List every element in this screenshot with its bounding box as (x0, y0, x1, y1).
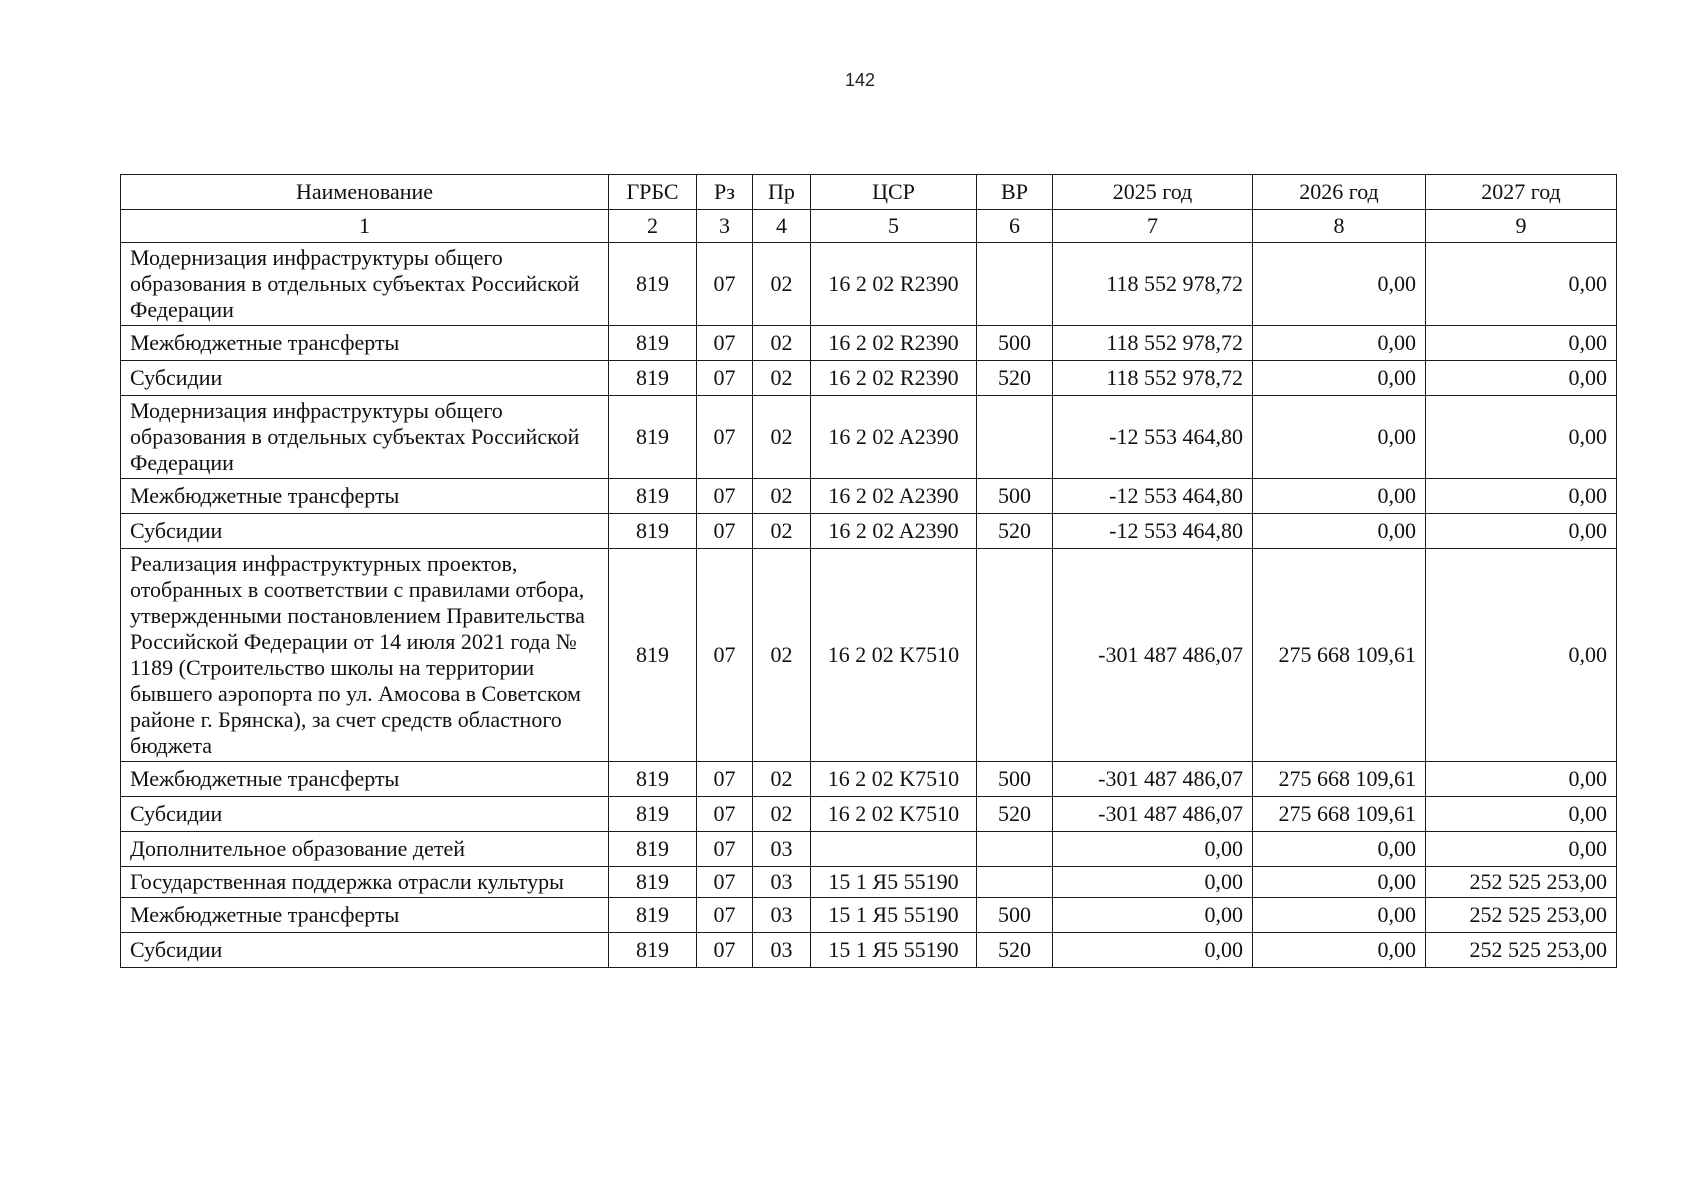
cell-2026: 0,00 (1253, 832, 1426, 867)
cell-2025: -12 553 464,80 (1053, 514, 1253, 549)
cell-csr: 15 1 Я5 55190 (811, 933, 977, 968)
table-row (121, 762, 1617, 797)
cell-2026: 275 668 109,61 (1253, 797, 1426, 832)
header-cell-pr: Пр (753, 175, 811, 210)
cell-pr: 03 (753, 867, 811, 898)
header-cell-csr: ЦСР (811, 175, 977, 210)
table-row (121, 361, 1617, 396)
cell-2026: 0,00 (1253, 243, 1426, 326)
header-row (121, 175, 1617, 210)
header-cell-vr: ВР (977, 175, 1053, 210)
cell-2025: 0,00 (1053, 933, 1253, 968)
cell-2025: -12 553 464,80 (1053, 396, 1253, 479)
cell-2027: 0,00 (1426, 549, 1617, 762)
cell-rz: 07 (697, 479, 753, 514)
cell-vr: 520 (977, 514, 1053, 549)
cell-name: Субсидии (121, 361, 609, 396)
cell-pr: 02 (753, 762, 811, 797)
cell-2027: 0,00 (1426, 479, 1617, 514)
cell-name: Субсидии (121, 514, 609, 549)
cell-rz: 07 (697, 933, 753, 968)
cell-rz: 07 (697, 797, 753, 832)
cell-pr: 02 (753, 396, 811, 479)
table-header (121, 175, 1617, 243)
cell-grbs: 819 (609, 326, 697, 361)
cell-rz: 07 (697, 898, 753, 933)
column-number-cell: 9 (1426, 210, 1617, 243)
cell-2026: 0,00 (1253, 396, 1426, 479)
cell-vr: 500 (977, 762, 1053, 797)
cell-grbs: 819 (609, 933, 697, 968)
cell-2025: -301 487 486,07 (1053, 549, 1253, 762)
cell-pr: 02 (753, 479, 811, 514)
cell-csr: 16 2 02 A2390 (811, 514, 977, 549)
cell-csr: 16 2 02 K7510 (811, 549, 977, 762)
cell-name: Реализация инфраструктурных проектов, отобранных в соответствии с правилами отбора, утвержденными постановлением Правительства Российской Федерации от 14 июля 2021 года № 1189 (Строительство школы на территории бывшего аэропорта по ул. Амосова в Советском районе г. Брянска), за счет средств областного бюджета (121, 549, 609, 762)
cell-name: Межбюджетные трансферты (121, 479, 609, 514)
cell-name: Модернизация инфраструктуры общего образования в отдельных субъектах Российской Федерации (121, 396, 609, 479)
cell-csr: 16 2 02 R2390 (811, 326, 977, 361)
cell-csr: 16 2 02 R2390 (811, 361, 977, 396)
cell-vr (977, 396, 1053, 479)
page-number: 142 (844, 70, 876, 90)
header-cell-rz: Рз (697, 175, 753, 210)
table-row (121, 867, 1617, 898)
cell-vr: 520 (977, 933, 1053, 968)
column-number-cell: 4 (753, 210, 811, 243)
cell-2026: 0,00 (1253, 514, 1426, 549)
column-number-cell: 1 (121, 210, 609, 243)
cell-grbs: 819 (609, 361, 697, 396)
cell-2025: -301 487 486,07 (1053, 762, 1253, 797)
cell-csr: 16 2 02 K7510 (811, 797, 977, 832)
cell-name: Модернизация инфраструктуры общего образования в отдельных субъектах Российской Федерации (121, 243, 609, 326)
table-row (121, 243, 1617, 326)
cell-pr: 03 (753, 898, 811, 933)
cell-2025: 118 552 978,72 (1053, 326, 1253, 361)
cell-2027: 0,00 (1426, 797, 1617, 832)
cell-2025: 0,00 (1053, 867, 1253, 898)
column-number-row (121, 210, 1617, 243)
cell-2026: 0,00 (1253, 898, 1426, 933)
cell-rz: 07 (697, 361, 753, 396)
column-number-cell: 6 (977, 210, 1053, 243)
cell-rz: 07 (697, 549, 753, 762)
cell-pr: 03 (753, 933, 811, 968)
column-number-cell: 3 (697, 210, 753, 243)
column-number-cell: 5 (811, 210, 977, 243)
cell-grbs: 819 (609, 762, 697, 797)
table-body (121, 243, 1617, 968)
cell-pr: 02 (753, 326, 811, 361)
column-number-cell: 7 (1053, 210, 1253, 243)
cell-grbs: 819 (609, 832, 697, 867)
cell-grbs: 819 (609, 867, 697, 898)
cell-grbs: 819 (609, 243, 697, 326)
cell-2027: 0,00 (1426, 243, 1617, 326)
table-row (121, 514, 1617, 549)
cell-vr (977, 832, 1053, 867)
cell-pr: 02 (753, 243, 811, 326)
cell-name: Субсидии (121, 933, 609, 968)
cell-vr (977, 867, 1053, 898)
cell-2026: 275 668 109,61 (1253, 549, 1426, 762)
cell-vr (977, 243, 1053, 326)
cell-grbs: 819 (609, 549, 697, 762)
cell-2026: 0,00 (1253, 479, 1426, 514)
cell-pr: 02 (753, 514, 811, 549)
cell-name: Межбюджетные трансферты (121, 898, 609, 933)
cell-2026: 0,00 (1253, 361, 1426, 396)
cell-vr: 500 (977, 898, 1053, 933)
cell-name: Межбюджетные трансферты (121, 326, 609, 361)
column-number-cell: 2 (609, 210, 697, 243)
cell-pr: 02 (753, 361, 811, 396)
header-cell-2025: 2025 год (1053, 175, 1253, 210)
table-row (121, 898, 1617, 933)
cell-2027: 0,00 (1426, 514, 1617, 549)
cell-vr: 500 (977, 326, 1053, 361)
cell-2025: 118 552 978,72 (1053, 243, 1253, 326)
header-cell-2027: 2027 год (1426, 175, 1617, 210)
cell-2026: 275 668 109,61 (1253, 762, 1426, 797)
cell-2026: 0,00 (1253, 933, 1426, 968)
cell-2025: -301 487 486,07 (1053, 797, 1253, 832)
cell-rz: 07 (697, 326, 753, 361)
cell-rz: 07 (697, 832, 753, 867)
cell-csr: 15 1 Я5 55190 (811, 867, 977, 898)
cell-2025: 118 552 978,72 (1053, 361, 1253, 396)
cell-2025: 0,00 (1053, 898, 1253, 933)
table-row (121, 832, 1617, 867)
cell-csr: 16 2 02 A2390 (811, 396, 977, 479)
cell-csr: 16 2 02 A2390 (811, 479, 977, 514)
cell-name: Дополнительное образование детей (121, 832, 609, 867)
cell-rz: 07 (697, 396, 753, 479)
cell-csr: 15 1 Я5 55190 (811, 898, 977, 933)
header-cell-name: Наименование (121, 175, 609, 210)
cell-csr (811, 832, 977, 867)
cell-2027: 252 525 253,00 (1426, 898, 1617, 933)
cell-pr: 02 (753, 797, 811, 832)
cell-name: Государственная поддержка отрасли культуры (121, 867, 609, 898)
cell-pr: 02 (753, 549, 811, 762)
cell-2027: 0,00 (1426, 361, 1617, 396)
cell-2025: 0,00 (1053, 832, 1253, 867)
cell-grbs: 819 (609, 898, 697, 933)
cell-2025: -12 553 464,80 (1053, 479, 1253, 514)
cell-name: Субсидии (121, 797, 609, 832)
cell-pr: 03 (753, 832, 811, 867)
table-row (121, 933, 1617, 968)
cell-rz: 07 (697, 762, 753, 797)
cell-rz: 07 (697, 867, 753, 898)
cell-vr (977, 549, 1053, 762)
cell-vr: 500 (977, 479, 1053, 514)
table-row (121, 797, 1617, 832)
cell-grbs: 819 (609, 514, 697, 549)
cell-name: Межбюджетные трансферты (121, 762, 609, 797)
table-row (121, 549, 1617, 762)
cell-2027: 0,00 (1426, 832, 1617, 867)
cell-2027: 252 525 253,00 (1426, 867, 1617, 898)
cell-2027: 252 525 253,00 (1426, 933, 1617, 968)
cell-2026: 0,00 (1253, 867, 1426, 898)
cell-csr: 16 2 02 K7510 (811, 762, 977, 797)
cell-rz: 07 (697, 514, 753, 549)
cell-vr: 520 (977, 361, 1053, 396)
cell-grbs: 819 (609, 396, 697, 479)
table-row (121, 479, 1617, 514)
cell-grbs: 819 (609, 797, 697, 832)
cell-2027: 0,00 (1426, 762, 1617, 797)
cell-vr: 520 (977, 797, 1053, 832)
cell-grbs: 819 (609, 479, 697, 514)
table-row (121, 326, 1617, 361)
budget-table (120, 174, 1617, 968)
cell-2027: 0,00 (1426, 396, 1617, 479)
column-number-cell: 8 (1253, 210, 1426, 243)
cell-csr: 16 2 02 R2390 (811, 243, 977, 326)
table-row (121, 396, 1617, 479)
header-cell-grbs: ГРБС (609, 175, 697, 210)
header-cell-2026: 2026 год (1253, 175, 1426, 210)
cell-2026: 0,00 (1253, 326, 1426, 361)
cell-rz: 07 (697, 243, 753, 326)
cell-2027: 0,00 (1426, 326, 1617, 361)
